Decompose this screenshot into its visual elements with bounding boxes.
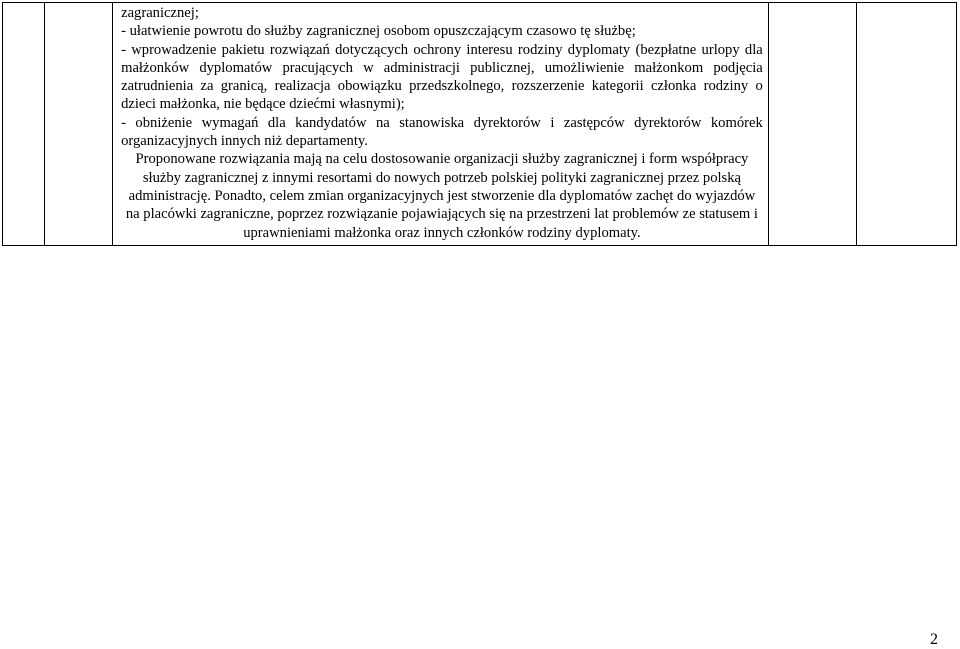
body-paragraph: Proponowane rozwiązania mają na celu dostosowanie organizacji służby zagranicznej i form współpracy służby zagranicznej z innymi resortami do nowych potrzeb polskiej polityki zagranicznej przez polską administrację. Ponadto, celem zmian organizacyjnych jest stworzenie dla dyplomatów zachęt do wyjazdów na placówki zagraniczne, poprzez rozwiązanie pojawiających się na przestrzeni lat problemów ze statusem i uprawnieniami małżonka oraz innych członków rodziny dyplomaty. (125, 151, 758, 241)
table-row (3, 3, 957, 246)
list-item-2: - ułatwienie powrotu do służby zagranicznej osobom opuszczającym czasowo tę służbę; (121, 23, 636, 40)
empty-cell-2 (45, 3, 113, 246)
empty-cell-5 (856, 3, 956, 246)
empty-cell-1 (3, 3, 45, 246)
list-item-3: - wprowadzenie pakietu rozwiązań dotyczących ochrony interesu rodziny dyplomaty (bezpłatne urlopy dla małżonków dyplomatów pracujących w administracji publicznej, umożliwienie małżonkom podjęcia zatrudnienia za granicą, realizacja obowiązku przedszkolnego, rozszerzenie kategorii członka rodziny o dzieci małżonka, nie będące dziećmi własnymi); (121, 41, 763, 113)
content-cell (113, 3, 769, 246)
list-item-4: - obniżenie wymagań dla kandydatów na stanowiska dyrektorów i zastępców dyrektorów komórek organizacyjnych innych niż departamenty. (121, 114, 763, 150)
line-1: zagranicznej; (121, 5, 199, 21)
page-number: 2 (930, 631, 938, 648)
empty-cell-4 (768, 3, 856, 246)
document-table (2, 2, 957, 246)
